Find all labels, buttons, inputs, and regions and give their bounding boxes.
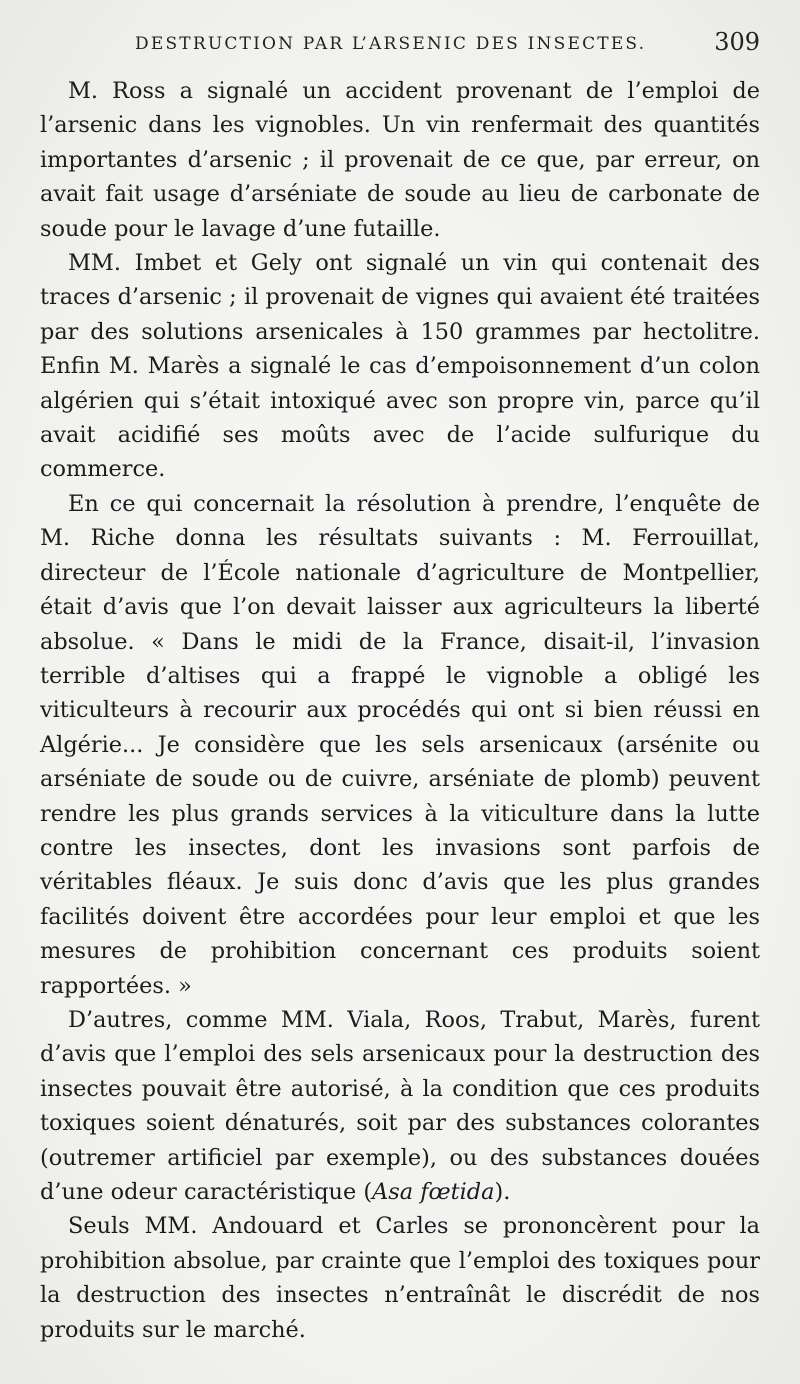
paragraph-ross: M. Ross a signalé un accident provenant de l’emploi de l’arsenic dans les vignobles. Un vin renfermait des quantités importantes d’arsenic ; il provenait de ce que, par erreur, on avait fait usage d’arséniate de soude au lieu de carbonate de soude pour le lavage d’une futaille. [40,78,760,242]
page-number: 309 [714,28,760,56]
paragraph-viala-roos [40,1003,760,1209]
paragraph-andouard-carles: Seuls MM. Andouard et Carles se prononcèrent pour la prohibition absolue, par crainte que l’emploi des toxiques pour la destruction des insectes n’entraînât le discrédit de nos produits sur le marché. [40,1213,760,1343]
paragraph-imbet-gely: MM. Imbet et Gely ont signalé un vin qui contenait des traces d’arsenic ; il provenait de vignes qui avaient été traitées par des solutions arsenicales à 150 grammes par hectolitre. Enfin M. Marès a signalé le cas d’empoisonnement d’un colon algérien qui s’était intoxiqué avec son propre vin, parce qu’il avait acidifié ses moûts avec de l’acide sulfurique du commerce. [40,250,760,483]
running-head: DESTRUCTION PAR L’ARSENIC DES INSECTES. [135,34,647,54]
page-header [40,28,760,62]
paragraph-riche-enquete: En ce qui concernait la résolution à prendre, l’enquête de M. Riche donna les résultats suivants : M. Ferrouillat, directeur de l’École nationale d’agriculture de Montpellier, était d’avis que l’on devait laisser aux agriculteurs la liberté absolue. « Dans le midi de la France, disait-il, l’invasion terrible d’altises qui a frappé le vignoble a obligé les viticulteurs à recourir aux procédés qui ont si bien réussi en Algérie... Je considère que les sels arsenicaux (arsénite ou arséniate de soude ou de cuivre, arséniate de plomb) peuvent rendre les plus grands services à la viticulture dans la lutte contre les insectes, dont les invasions sont parfois de véritables fléaux. Je suis donc d’avis que les plus grandes facilités doivent être accordées pour leur emploi et que les mesures de prohibition concernant ces produits soient rapportées. » [40,490,760,999]
paragraph-viala-roos-text: D’autres, comme MM. Viala, Roos, Trabut, Marès, furent d’avis que l’emploi des sels arsenicaux pour la destruction des insectes pouvait être autorisé, à la condition que ces produits toxiques soient dénaturés, soit par des substances colorantes (outremer artificiel par exemple), ou des substances douées d’une odeur caractéristique ( [40,1006,760,1205]
asa-foetida-italic: Asa fœtida [372,1179,495,1205]
paragraph-viala-roos-end: ). [494,1179,511,1205]
body-text [40,74,760,1347]
